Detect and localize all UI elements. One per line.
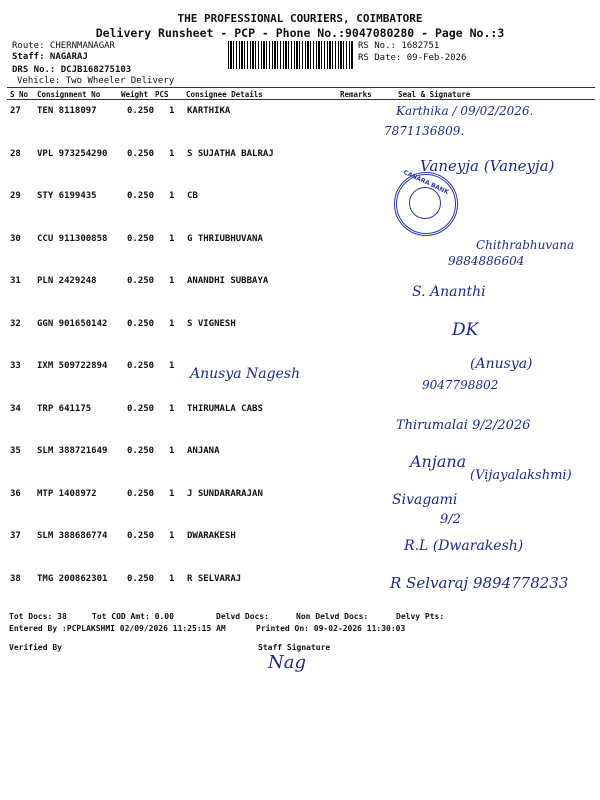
pcs-cell: 1 [169, 531, 175, 541]
consignee-cell: ANJANA [187, 446, 220, 456]
col-consignee: Consignee Details [186, 90, 263, 99]
date-row-36: 9/2 [440, 512, 461, 527]
consignment-cell: STY 6199435 [37, 191, 97, 201]
pcs-cell: 1 [169, 318, 175, 329]
delivered-docs: Delvd Docs: [216, 612, 269, 621]
consignee-cell: DWARAKESH [187, 531, 236, 541]
weight-cell: 0.250 [127, 488, 155, 499]
col-seal-signature: Seal & Signature [398, 90, 471, 99]
pcs-cell: 1 [169, 488, 175, 499]
runsheet-title: Delivery Runsheet - PCP - Phone No.:9047080280 - Page No.:3 [95, 26, 505, 40]
barcode-image [228, 41, 354, 69]
pcs-cell: 1 [169, 446, 175, 456]
consignment-cell: MTP 1408972 [37, 488, 97, 499]
col-weight: Weight [121, 90, 149, 99]
pcs-cell: 1 [169, 361, 175, 371]
sno-cell: 37 [10, 531, 21, 541]
bank-seal-stamp: CANARA BANK [394, 172, 458, 236]
col-remarks: Remarks [340, 90, 372, 99]
weight-cell: 0.250 [127, 531, 155, 541]
phone-row-33: 9047798802 [422, 378, 499, 392]
consignment-cell: CCU 911300858 [37, 233, 108, 244]
phone-row-30: 9884886604 [448, 254, 525, 268]
pcs-cell: 1 [169, 276, 175, 286]
verified-by: Verified By [9, 643, 62, 652]
staff-signature: Nag [268, 652, 307, 673]
weight-cell: 0.250 [127, 191, 155, 201]
printed-on: Printed On: 09-02-2026 11:30:03 [256, 624, 406, 633]
table-row [0, 485, 600, 526]
company-name: THE PROFESSIONAL COURIERS, COIMBATORE [177, 12, 423, 25]
vehicle-label: Vehicle: Two Wheeler Delivery [17, 76, 175, 86]
weight-cell: 0.250 [127, 361, 155, 371]
table-row [0, 272, 600, 313]
signature-row-34: Thirumalai 9/2/2026 [396, 418, 531, 433]
col-consignment: Consignment No [37, 90, 101, 99]
sno-cell: 30 [10, 233, 21, 244]
weight-cell: 0.250 [127, 233, 155, 244]
signature-row-27: Karthika / 09/02/2026. [396, 104, 534, 118]
consignment-cell: IXM 509722894 [37, 361, 108, 371]
consignee-cell: KARTHIKA [187, 106, 231, 116]
signature-row-36: Sivagami [392, 492, 458, 508]
non-delivered-docs: Non Delvd Docs: [296, 612, 369, 621]
pcs-cell: 1 [169, 403, 175, 414]
sno-cell: 31 [10, 276, 21, 286]
consignment-cell: TRP 641175 [37, 403, 92, 414]
signature-row-31: S. Ananthi [412, 284, 486, 300]
entered-by: Entered By :PCPLAKSHMI 02/09/2026 11:25:15 AM [9, 624, 226, 633]
sno-cell: 38 [10, 573, 21, 584]
weight-cell: 0.250 [127, 276, 155, 286]
pcs-cell: 1 [169, 573, 175, 584]
col-sno: S No [10, 90, 29, 99]
sno-cell: 28 [10, 148, 21, 159]
weight-cell: 0.250 [127, 446, 155, 456]
table-row [0, 187, 600, 228]
weight-cell: 0.250 [127, 106, 155, 116]
signature-row-33: (Anusya) [470, 356, 533, 372]
sno-cell: 36 [10, 488, 21, 499]
consignment-cell: TMG 200862301 [37, 573, 108, 584]
weight-cell: 0.250 [127, 318, 155, 329]
consignee-cell: ANANDHI SUBBAYA [187, 276, 269, 286]
consignee-cell: CB [187, 191, 198, 201]
col-pcs: PCS [155, 90, 169, 99]
weight-cell: 0.250 [127, 573, 155, 584]
consignment-cell: GGN 901650142 [37, 318, 108, 329]
header-divider [7, 87, 595, 88]
consignment-cell: TEN 8118097 [37, 106, 97, 116]
signature-row-30: Chithrabhuvana [476, 238, 575, 252]
sno-cell: 29 [10, 191, 21, 201]
handwritten-name-row-33: Anusya Nagesh [190, 366, 301, 382]
sno-cell: 27 [10, 106, 21, 116]
weight-cell: 0.250 [127, 403, 155, 414]
consignee-cell: THIRUMALA CABS [187, 403, 263, 414]
signature-row-37: R.L (Dwarakesh) [404, 538, 524, 554]
staff-signature-label: Staff Signature [258, 643, 331, 652]
signature-row-38: R Selvaraj 9894778233 [390, 574, 569, 592]
pcs-cell: 1 [169, 148, 175, 159]
sno-cell: 32 [10, 318, 21, 329]
sno-cell: 35 [10, 446, 21, 456]
pcs-cell: 1 [169, 191, 175, 201]
consignment-cell: SLM 388686774 [37, 531, 108, 541]
table-row [0, 315, 600, 356]
signature-row-32: DK [452, 320, 479, 340]
sno-cell: 34 [10, 403, 21, 414]
rs-number: RS No.: 1682751 [358, 41, 440, 51]
consignee-cell: R SELVARAJ [187, 573, 242, 584]
consignment-cell: PLN 2429248 [37, 276, 97, 286]
total-docs: Tot Docs: 38 [9, 612, 67, 621]
route-label: Route: CHERNMANAGAR [12, 41, 115, 51]
consignee-cell: S SUJATHA BALRAJ [187, 148, 274, 159]
weight-cell: 0.250 [127, 148, 155, 159]
staff-label: Staff: NAGARAJ [12, 52, 88, 62]
consignee-cell: S VIGNESH [187, 318, 236, 329]
total-cod-amount: Tot COD Amt: 0.00 [92, 612, 174, 621]
consignment-cell: VPL 973254290 [37, 148, 108, 159]
drs-number: DRS No.: DCJB168275103 [12, 65, 132, 75]
signature-row-28: Vaneyja (Vaneyja) [420, 157, 555, 175]
column-header-divider [7, 99, 595, 100]
pcs-cell: 1 [169, 106, 175, 116]
consignment-cell: SLM 388721649 [37, 446, 108, 456]
sno-cell: 33 [10, 361, 21, 371]
signature-row-35-b: (Vijayalakshmi) [470, 468, 572, 483]
delivery-points: Delvy Pts: [396, 612, 445, 621]
pcs-cell: 1 [169, 233, 175, 244]
rs-date: RS Date: 09-Feb-2026 [358, 53, 467, 63]
phone-row-27: 7871136809. [384, 124, 465, 138]
consignee-cell: J SUNDARARAJAN [187, 488, 263, 499]
consignee-cell: G THRIUBHUVANA [187, 233, 263, 244]
signature-row-35: Anjana [410, 452, 467, 471]
